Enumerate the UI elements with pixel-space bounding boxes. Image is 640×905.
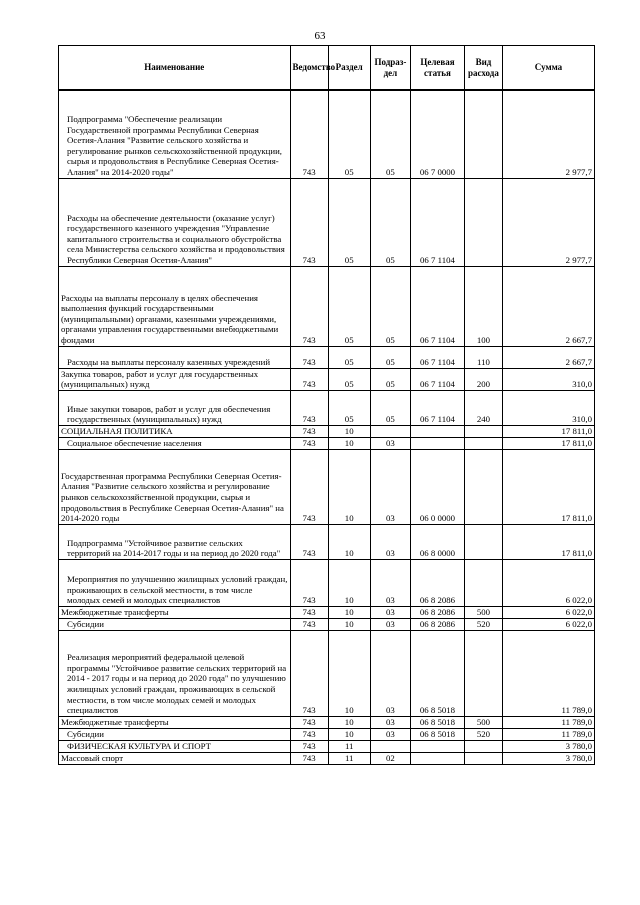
row-subsection: 03 — [370, 716, 410, 728]
row-target-item: 06 7 1104 — [411, 368, 465, 390]
row-section: 10 — [328, 728, 370, 740]
row-expense-type: 100 — [464, 266, 502, 346]
row-name: СОЦИАЛЬНАЯ ПОЛИТИКА — [59, 425, 291, 437]
row-subsection — [370, 425, 410, 437]
row-expense-type — [464, 425, 502, 437]
row-department: 743 — [290, 716, 328, 728]
row-target-item: 06 7 1104 — [411, 178, 465, 266]
table-body — [59, 90, 595, 764]
row-subsection: 05 — [370, 178, 410, 266]
row-section: 11 — [328, 752, 370, 764]
row-name: Массовый спорт — [59, 752, 291, 764]
row-amount: 17 811,0 — [502, 524, 594, 559]
table-header — [59, 46, 595, 91]
row-department: 743 — [290, 437, 328, 449]
row-name: Расходы на выплаты персоналу в целях обеспечения выполнения функций государственными (муниципальными) органами, казенными учреждениями, органами управления государственными внебюджетными фондами — [59, 266, 291, 346]
row-section: 10 — [328, 716, 370, 728]
row-subsection: 03 — [370, 606, 410, 618]
row-target-item: 06 8 5018 — [411, 728, 465, 740]
row-department: 743 — [290, 346, 328, 368]
row-name: Межбюджетные трансферты — [59, 716, 291, 728]
row-subsection: 03 — [370, 728, 410, 740]
row-section: 10 — [328, 425, 370, 437]
row-section: 10 — [328, 606, 370, 618]
row-department: 743 — [290, 618, 328, 630]
row-subsection: 03 — [370, 630, 410, 716]
row-name: Подпрограмма "Обеспечение реализации Государственной программы Республики Северная Осетия-Алания "Развитие сельского хозяйства и регулирование рынков сельскохозяйственной продукции, сырья и продовольствия в Республике Северная Осетия-Алания" на 2014-2020 годы" — [59, 90, 291, 178]
row-name: Субсидии — [59, 728, 291, 740]
row-department: 743 — [290, 630, 328, 716]
row-section: 05 — [328, 368, 370, 390]
table-row — [59, 178, 595, 266]
row-department: 743 — [290, 390, 328, 425]
row-target-item — [411, 752, 465, 764]
page-number: 63 — [314, 30, 326, 42]
row-amount: 2 667,7 — [502, 266, 594, 346]
row-expense-type — [464, 524, 502, 559]
row-target-item: 06 8 2086 — [411, 559, 465, 606]
table-row — [59, 425, 595, 437]
row-department: 743 — [290, 559, 328, 606]
row-subsection: 05 — [370, 266, 410, 346]
row-amount: 17 811,0 — [502, 437, 594, 449]
row-target-item: 06 7 0000 — [411, 90, 465, 178]
row-section: 10 — [328, 437, 370, 449]
row-expense-type — [464, 559, 502, 606]
table-row — [59, 606, 595, 618]
table-row — [59, 740, 595, 752]
header-expense-type: Вид расхода — [464, 46, 502, 91]
row-expense-type — [464, 740, 502, 752]
row-subsection: 05 — [370, 346, 410, 368]
row-name: ФИЗИЧЕСКАЯ КУЛЬТУРА И СПОРТ — [59, 740, 291, 752]
row-subsection: 05 — [370, 368, 410, 390]
row-target-item: 06 0 0000 — [411, 449, 465, 524]
table-row — [59, 728, 595, 740]
row-department: 743 — [290, 90, 328, 178]
row-amount: 6 022,0 — [502, 559, 594, 606]
row-target-item: 06 8 2086 — [411, 618, 465, 630]
row-amount: 11 789,0 — [502, 728, 594, 740]
row-amount: 3 780,0 — [502, 752, 594, 764]
row-expense-type: 200 — [464, 368, 502, 390]
row-subsection: 05 — [370, 390, 410, 425]
table-row — [59, 716, 595, 728]
row-name: Расходы на выплаты персоналу казенных учреждений — [59, 346, 291, 368]
row-amount: 6 022,0 — [502, 606, 594, 618]
row-section: 05 — [328, 346, 370, 368]
row-amount: 3 780,0 — [502, 740, 594, 752]
row-amount: 2 977,7 — [502, 178, 594, 266]
row-amount: 2 977,7 — [502, 90, 594, 178]
row-subsection: 03 — [370, 618, 410, 630]
row-section: 05 — [328, 390, 370, 425]
row-section: 10 — [328, 618, 370, 630]
row-name: Расходы на обеспечение деятельности (оказание услуг) государственного казенного учреждения "Управление капитального строительства и социального обустройства села Министерства сельского хозяйства и продовольствия Республики Северная Осетия-Алания" — [59, 178, 291, 266]
row-section: 10 — [328, 630, 370, 716]
row-target-item: 06 8 2086 — [411, 606, 465, 618]
row-subsection: 03 — [370, 437, 410, 449]
row-amount: 2 667,7 — [502, 346, 594, 368]
row-target-item: 06 7 1104 — [411, 390, 465, 425]
row-department: 743 — [290, 524, 328, 559]
row-amount: 17 811,0 — [502, 425, 594, 437]
row-department: 743 — [290, 752, 328, 764]
header-amount: Сумма — [502, 46, 594, 91]
header-target-item: Целевая статья — [411, 46, 465, 91]
row-expense-type — [464, 178, 502, 266]
row-section: 10 — [328, 449, 370, 524]
table-row — [59, 559, 595, 606]
row-subsection: 02 — [370, 752, 410, 764]
header-section: Раздел — [328, 46, 370, 91]
table-row — [59, 90, 595, 178]
row-amount: 17 811,0 — [502, 449, 594, 524]
header-subsection: Подраз-дел — [370, 46, 410, 91]
row-name: Социальное обеспечение населения — [59, 437, 291, 449]
row-department: 743 — [290, 606, 328, 618]
row-department: 743 — [290, 266, 328, 346]
row-department: 743 — [290, 368, 328, 390]
header-name: Наименование — [59, 46, 291, 91]
budget-table — [58, 45, 595, 765]
row-department: 743 — [290, 425, 328, 437]
row-name: Подпрограмма "Устойчивое развитие сельских территорий на 2014-2017 годы и на период до 2020 года" — [59, 524, 291, 559]
row-department: 743 — [290, 740, 328, 752]
row-target-item: 06 8 5018 — [411, 716, 465, 728]
row-expense-type: 520 — [464, 728, 502, 740]
row-expense-type: 240 — [464, 390, 502, 425]
row-expense-type — [464, 630, 502, 716]
row-name: Мероприятия по улучшению жилищных условий граждан, проживающих в сельской местности, в том числе молодых семей и молодых специалистов — [59, 559, 291, 606]
table-row — [59, 266, 595, 346]
row-expense-type: 500 — [464, 606, 502, 618]
row-amount: 310,0 — [502, 390, 594, 425]
row-section: 05 — [328, 178, 370, 266]
row-subsection: 03 — [370, 449, 410, 524]
header-department: Ведомство — [290, 46, 328, 91]
row-target-item: 06 7 1104 — [411, 266, 465, 346]
row-expense-type — [464, 90, 502, 178]
row-subsection: 03 — [370, 524, 410, 559]
row-target-item — [411, 425, 465, 437]
row-section: 05 — [328, 90, 370, 178]
table-row — [59, 524, 595, 559]
table-row — [59, 368, 595, 390]
row-expense-type — [464, 449, 502, 524]
row-expense-type — [464, 752, 502, 764]
row-amount: 6 022,0 — [502, 618, 594, 630]
table-row — [59, 630, 595, 716]
row-name: Реализация мероприятий федеральной целевой программы "Устойчивое развитие сельских территорий на 2014 - 2017 годы и на период до 2020 года" по улучшению жилищных условий граждан, проживающих в сельской местности, в том числе молодых семей и молодых специалистов — [59, 630, 291, 716]
table-row — [59, 449, 595, 524]
row-section: 10 — [328, 559, 370, 606]
row-section: 05 — [328, 266, 370, 346]
row-expense-type: 520 — [464, 618, 502, 630]
row-name: Закупка товаров, работ и услуг для государственных (муниципальных) нужд — [59, 368, 291, 390]
table-row — [59, 752, 595, 764]
row-subsection: 03 — [370, 559, 410, 606]
table-row — [59, 437, 595, 449]
row-subsection — [370, 740, 410, 752]
row-department: 743 — [290, 449, 328, 524]
row-amount: 11 789,0 — [502, 630, 594, 716]
row-amount: 310,0 — [502, 368, 594, 390]
row-section: 11 — [328, 740, 370, 752]
row-target-item: 06 7 1104 — [411, 346, 465, 368]
row-subsection: 05 — [370, 90, 410, 178]
table-row — [59, 390, 595, 425]
row-name: Межбюджетные трансферты — [59, 606, 291, 618]
row-department: 743 — [290, 728, 328, 740]
row-expense-type: 110 — [464, 346, 502, 368]
row-target-item: 06 8 5018 — [411, 630, 465, 716]
row-target-item — [411, 437, 465, 449]
row-amount: 11 789,0 — [502, 716, 594, 728]
table-row — [59, 346, 595, 368]
row-name: Субсидии — [59, 618, 291, 630]
row-target-item: 06 8 0000 — [411, 524, 465, 559]
row-name: Государственная программа Республики Северная Осетия-Алания "Развитие сельского хозяйства и регулирование рынков сельскохозяйственной продукции, сырья и продовольствия в Республике Северная Осетия-Алания" на 2014-2020 годы — [59, 449, 291, 524]
row-expense-type: 500 — [464, 716, 502, 728]
row-expense-type — [464, 437, 502, 449]
row-department: 743 — [290, 178, 328, 266]
row-name: Иные закупки товаров, работ и услуг для обеспечения государственных (муниципальных) нужд — [59, 390, 291, 425]
row-section: 10 — [328, 524, 370, 559]
row-target-item — [411, 740, 465, 752]
table-row — [59, 618, 595, 630]
